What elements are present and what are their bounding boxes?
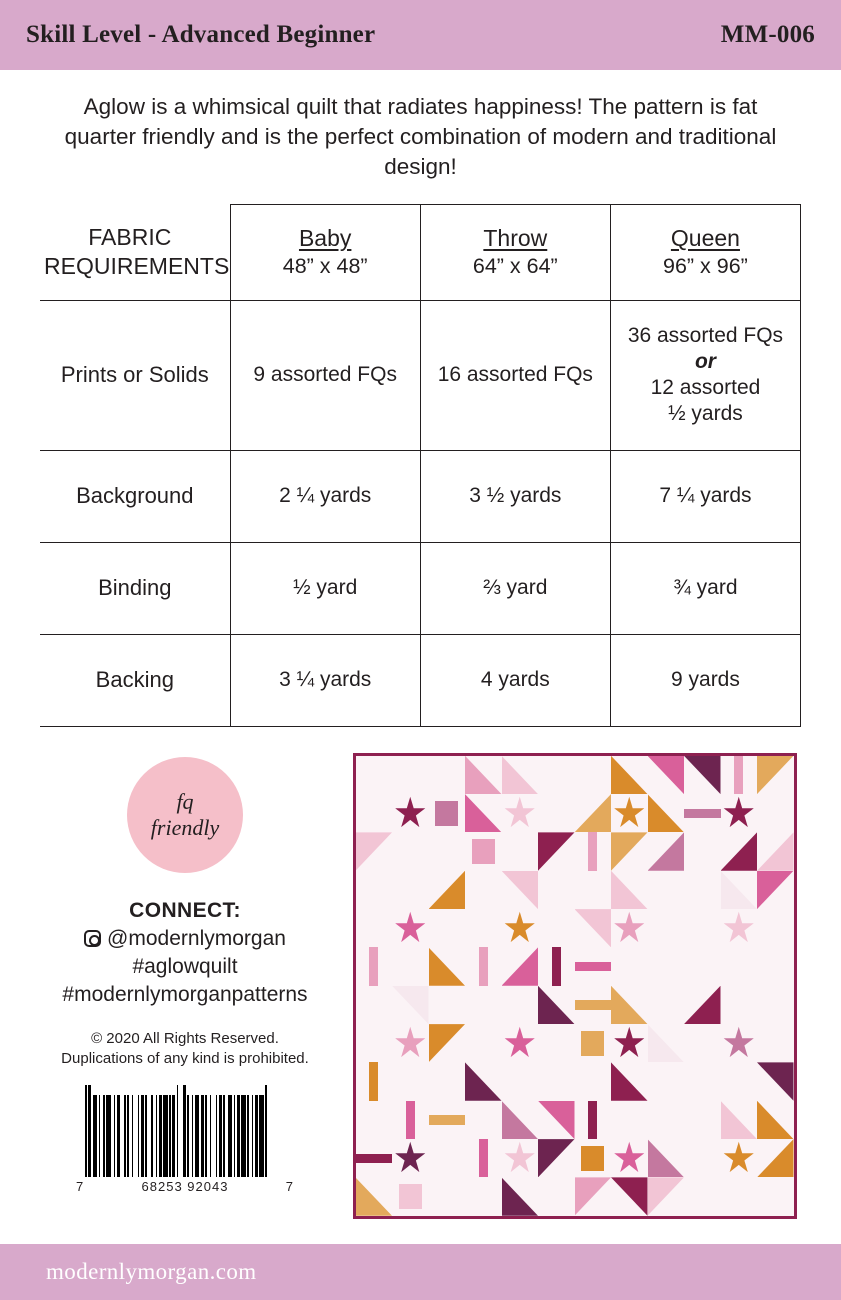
quilt-patch [356, 986, 393, 1024]
cell-prints-queen-line1: 36 assorted FQs [627, 324, 784, 348]
lower-section [40, 753, 801, 1219]
badge-line-2: friendly [150, 814, 220, 840]
cell-binding-baby: ½ yard [230, 542, 420, 634]
barcode-digits: 68253 92043 [141, 1179, 229, 1195]
quilt-patch [502, 909, 539, 947]
quilt-patch [684, 756, 721, 794]
quilt-patch [684, 1024, 721, 1062]
cell-prints-throw: 16 assorted FQs [420, 300, 610, 450]
quilt-patch [465, 1139, 502, 1177]
quilt-patch [356, 1062, 393, 1100]
quilt-patch [575, 756, 612, 794]
quilt-patch [648, 871, 685, 909]
quilt-patch [575, 871, 612, 909]
cell-prints-queen-or: or [694, 350, 716, 374]
table-header-row [40, 204, 801, 300]
quilt-patch [684, 871, 721, 909]
quilt-patch [502, 1177, 539, 1215]
quilt-patch [611, 832, 648, 870]
quilt-patch [538, 947, 575, 985]
quilt-patch [465, 756, 502, 794]
quilt-patch [502, 756, 539, 794]
quilt-patch [356, 1024, 393, 1062]
quilt-patch [648, 794, 685, 832]
quilt-patch [538, 794, 575, 832]
quilt-patch [538, 871, 575, 909]
quilt-patch [684, 986, 721, 1024]
quilt-patch [721, 1024, 758, 1062]
quilt-patch [648, 986, 685, 1024]
cell-binding-throw: ⅔ yard [420, 542, 610, 634]
column-dim-throw: 64” x 64” [472, 254, 558, 279]
quilt-patch [392, 1177, 429, 1215]
quilt-patch [429, 1062, 466, 1100]
quilt-patch [575, 947, 612, 985]
quilt-patch [356, 947, 393, 985]
quilt-patch [465, 832, 502, 870]
quilt-patch [392, 794, 429, 832]
quilt-patch [648, 1062, 685, 1100]
quilt-patch [429, 1139, 466, 1177]
column-dim-queen: 96” x 96” [663, 254, 748, 279]
quilt-patch [465, 871, 502, 909]
quilt-patch [502, 794, 539, 832]
quilt-patch [757, 1062, 794, 1100]
quilt-patch [575, 794, 612, 832]
cell-background-baby: 2 ¼ yards [230, 450, 420, 542]
quilt-patch [684, 1101, 721, 1139]
cell-backing-queen: 9 yards [610, 634, 800, 726]
quilt-patch [721, 871, 758, 909]
quilt-patch [465, 1177, 502, 1215]
quilt-patch [611, 986, 648, 1024]
barcode-block [76, 1085, 294, 1194]
quilt-patch [575, 909, 612, 947]
copyright-block [61, 1029, 309, 1070]
quilt-patch [648, 1101, 685, 1139]
quilt-patch [611, 1062, 648, 1100]
corner-line-1: FABRIC [88, 224, 172, 251]
cell-backing-throw: 4 yards [420, 634, 610, 726]
quilt-patch [356, 832, 393, 870]
cell-backing-baby: 3 ¼ yards [230, 634, 420, 726]
quilt-patch [611, 1139, 648, 1177]
quilt-patch [721, 947, 758, 985]
quilt-patch [757, 947, 794, 985]
quilt-patch [757, 794, 794, 832]
info-column [40, 753, 330, 1219]
website-text: modernlymorgan.com [46, 1259, 257, 1284]
quilt-patch [392, 1101, 429, 1139]
quilt-patch [502, 832, 539, 870]
quilt-patch [502, 1101, 539, 1139]
quilt-patch [429, 832, 466, 870]
quilt-patch [721, 1177, 758, 1215]
fq-friendly-badge [127, 757, 243, 873]
quilt-patch [429, 794, 466, 832]
quilt-patch [757, 1024, 794, 1062]
column-header-queen [610, 204, 800, 300]
instagram-icon [84, 930, 101, 947]
quilt-patch [721, 909, 758, 947]
quilt-patch [757, 871, 794, 909]
quilt-patch [356, 794, 393, 832]
quilt-patch [721, 832, 758, 870]
quilt-patch [684, 909, 721, 947]
quilt-patch [611, 794, 648, 832]
barcode-number [76, 1179, 294, 1194]
quilt-patch [721, 756, 758, 794]
quilt-patch [684, 832, 721, 870]
quilt-patch [721, 1139, 758, 1177]
quilt-patch [392, 1062, 429, 1100]
quilt-patch [575, 1101, 612, 1139]
quilt-patch [392, 909, 429, 947]
corner-line-2: REQUIREMENTS [44, 253, 230, 280]
quilt-patch [429, 871, 466, 909]
quilt-patch [392, 947, 429, 985]
column-name-baby: Baby [298, 225, 352, 252]
quilt-patch [356, 756, 393, 794]
table-row [40, 542, 801, 634]
quilt-patch [575, 1139, 612, 1177]
quilt-patch [575, 986, 612, 1024]
quilt-patch [465, 1024, 502, 1062]
fabric-requirements-table [40, 204, 801, 727]
quilt-patch [648, 1139, 685, 1177]
quilt-patch [392, 1024, 429, 1062]
quilt-patch [392, 832, 429, 870]
quilt-patch [392, 986, 429, 1024]
table-row [40, 450, 801, 542]
quilt-patch [721, 794, 758, 832]
barcode-image [85, 1085, 285, 1177]
quilt-patch [648, 947, 685, 985]
footer-bar [0, 1244, 841, 1300]
quilt-patch [392, 871, 429, 909]
quilt-patch [392, 1139, 429, 1177]
quilt-patch [465, 1062, 502, 1100]
quilt-patch [757, 909, 794, 947]
pattern-code-text: MM-006 [720, 21, 815, 48]
hashtag-line-1: #aglowquilt [132, 954, 238, 978]
table-corner-cell [40, 204, 230, 300]
table-row [40, 634, 801, 726]
badge-line-1: fq [176, 789, 194, 815]
copyright-line-1: © 2020 All Rights Reserved. [91, 1029, 279, 1047]
barcode-right-digit: 7 [285, 1179, 294, 1195]
quilt-patch [429, 947, 466, 985]
quilt-photo-wrap [348, 753, 801, 1219]
quilt-patch [538, 1177, 575, 1215]
barcode-left-digit: 7 [76, 1179, 85, 1195]
quilt-patch [502, 1024, 539, 1062]
quilt-patch [757, 832, 794, 870]
quilt-patch [684, 1062, 721, 1100]
quilt-patch [356, 909, 393, 947]
pattern-description: Aglow is a whimsical quilt that radiates happiness! The pattern is fat quarter friendly and is the perfect combination of modern and traditional design! [64, 94, 777, 179]
quilt-patch [684, 947, 721, 985]
quilt-patch [757, 986, 794, 1024]
quilt-patch [538, 1062, 575, 1100]
column-name-queen: Queen [670, 225, 740, 252]
quilt-patch [721, 986, 758, 1024]
quilt-patch [502, 871, 539, 909]
quilt-patch [611, 1101, 648, 1139]
row-label-prints-or-solids: Prints or Solids [40, 300, 230, 450]
row-label-background: Background [40, 450, 230, 542]
quilt-patch [502, 1139, 539, 1177]
quilt-patch [356, 1139, 393, 1177]
row-label-backing: Backing [40, 634, 230, 726]
quilt-patch [684, 1139, 721, 1177]
quilt-patch [465, 986, 502, 1024]
quilt-patch [721, 1101, 758, 1139]
column-header-throw [420, 204, 610, 300]
instagram-line [84, 927, 286, 951]
quilt-patch [429, 1101, 466, 1139]
quilt-patch [538, 986, 575, 1024]
quilt-patch [356, 1101, 393, 1139]
quilt-patch [465, 1101, 502, 1139]
quilt-patch [721, 1062, 758, 1100]
quilt-patch [611, 1024, 648, 1062]
quilt-patch [575, 1177, 612, 1215]
quilt-patch [392, 756, 429, 794]
quilt-patch [648, 1024, 685, 1062]
quilt-patch [538, 909, 575, 947]
quilt-patch [356, 871, 393, 909]
column-dim-baby: 48” x 48” [282, 254, 368, 279]
quilt-patch [538, 1139, 575, 1177]
cell-prints-baby: 9 assorted FQs [230, 300, 420, 450]
column-name-throw: Throw [483, 225, 548, 252]
column-header-baby [230, 204, 420, 300]
quilt-patch [611, 1177, 648, 1215]
instagram-handle: @modernlymorgan [107, 926, 286, 950]
quilt-patch [465, 794, 502, 832]
quilt-patch [611, 909, 648, 947]
quilt-patch [538, 756, 575, 794]
connect-title: CONNECT: [129, 898, 241, 922]
quilt-patch [429, 1024, 466, 1062]
quilt-patch [538, 1024, 575, 1062]
quilt-patch [502, 986, 539, 1024]
cell-binding-queen: ¾ yard [610, 542, 800, 634]
quilt-patch [648, 832, 685, 870]
cell-prints-queen-line3: 12 assorted [650, 376, 761, 400]
quilt-patch [429, 756, 466, 794]
quilt-photo [353, 753, 797, 1219]
hashtag-line-2: #modernlymorganpatterns [62, 982, 308, 1006]
cell-background-queen: 7 ¼ yards [610, 450, 800, 542]
quilt-patch [757, 1101, 794, 1139]
quilt-patch [684, 1177, 721, 1215]
cell-prints-queen-line4: ½ yards [668, 402, 743, 426]
quilt-pattern-grid [356, 756, 794, 1216]
quilt-patch [757, 756, 794, 794]
row-label-binding: Binding [40, 542, 230, 634]
quilt-patch [502, 947, 539, 985]
quilt-patch [648, 909, 685, 947]
quilt-patch [465, 947, 502, 985]
quilt-patch [538, 1101, 575, 1139]
table-row [40, 300, 801, 450]
quilt-patch [684, 794, 721, 832]
quilt-patch [502, 1062, 539, 1100]
quilt-patch [429, 986, 466, 1024]
quilt-patch [429, 909, 466, 947]
quilt-patch [575, 1024, 612, 1062]
quilt-patch [538, 832, 575, 870]
quilt-patch [429, 1177, 466, 1215]
quilt-patch [575, 1062, 612, 1100]
skill-level-text: Skill Level - Advanced Beginner [26, 21, 376, 48]
quilt-patch [465, 909, 502, 947]
cell-background-throw: 3 ½ yards [420, 450, 610, 542]
copyright-line-2: Duplications of any kind is prohibited. [61, 1050, 309, 1068]
quilt-patch [611, 871, 648, 909]
header-bar [0, 0, 841, 70]
quilt-patch [757, 1177, 794, 1215]
quilt-patch [611, 947, 648, 985]
quilt-patch [356, 1177, 393, 1215]
quilt-patch [757, 1139, 794, 1177]
cell-prints-queen [610, 300, 800, 450]
quilt-patch [575, 832, 612, 870]
quilt-patch [648, 1177, 685, 1215]
quilt-patch [648, 756, 685, 794]
quilt-patch [611, 756, 648, 794]
